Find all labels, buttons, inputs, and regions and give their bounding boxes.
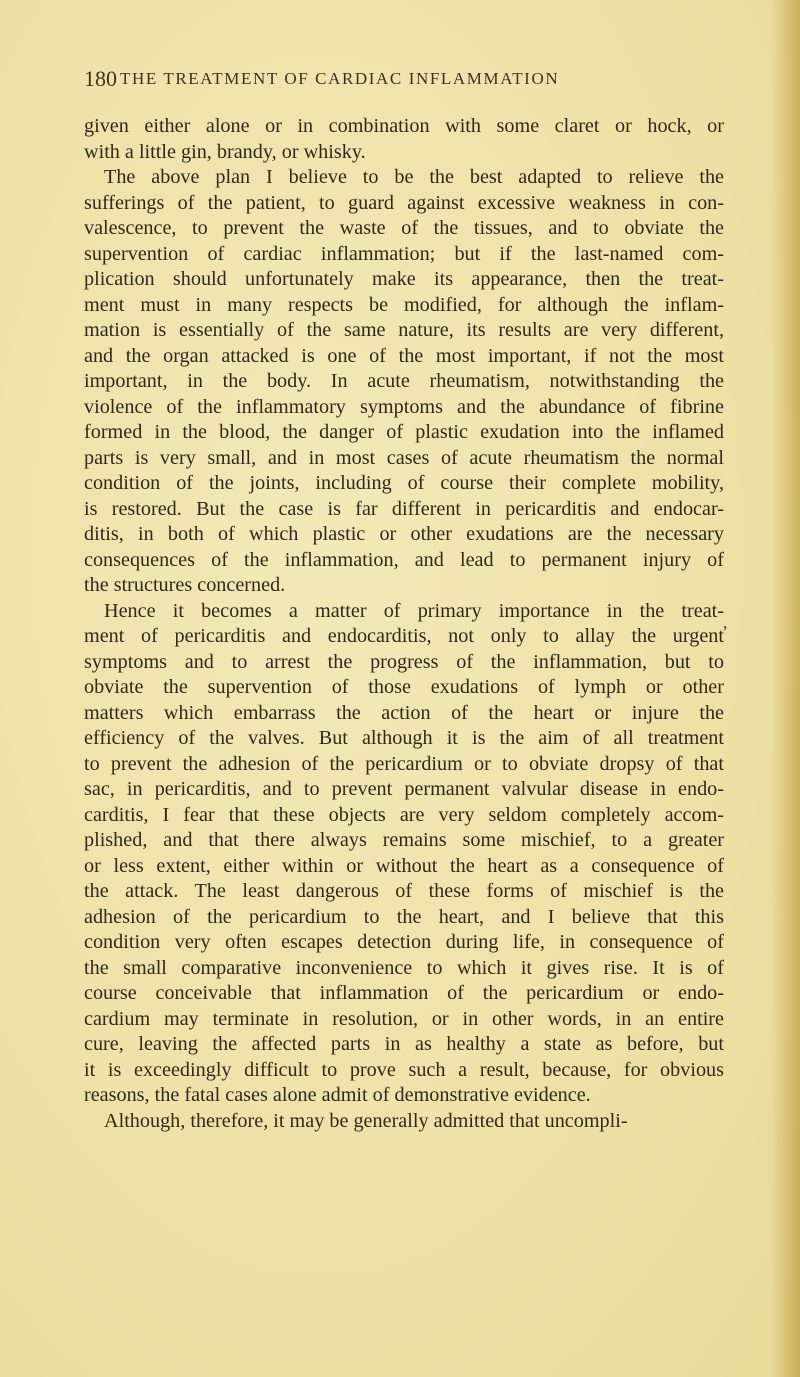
text-line: it is exceedingly difficult to prove such a result, because, for obvious [84,1058,724,1081]
text-line: The above plan I believe to be the best adapted to relieve the [104,166,724,188]
text-line: Hence it becomes a matter of primary importance in the treat- [104,599,724,622]
text-line: to prevent the adhesion of the pericardium or to obviate dropsy of that [84,752,724,775]
text-line: the attack. The least dangerous of these forms of mischief is the [84,880,724,902]
running-head-title: THE TREATMENT OF CARDIAC INFLAMMATION [120,69,560,88]
text-line: ditis, in both of which plastic or other exudations are the necessary [84,523,724,545]
text-line: important, in the body. In acute rheumatism, notwithstanding the [84,370,724,392]
text-line: given either alone or in combination with some claret or hock, or [84,115,724,137]
text-line: matters which embarrass the action of the heart or injure the [84,701,724,724]
text-line: formed in the blood, the danger of plastic exudation into the inflamed [84,421,724,443]
text-line: is restored. But the case is far different in pericarditis and endocar- [84,497,724,520]
text-line: valescence, to prevent the waste of the tissues, and to obviate the [84,217,724,239]
text-line: cardium may terminate in resolution, or in other words, in an entire [84,1007,724,1030]
text-line: sufferings of the patient, to guard against excessive weakness in con- [84,191,724,214]
text-line: cure, leaving the affected parts in as healthy a state as before, but [84,1033,724,1055]
text-line: the structures concerned. [84,574,286,596]
text-line: condition of the joints, including of course their complete mobility, [84,472,724,494]
text-line: adhesion of the pericardium to the heart, and I believe that this [84,905,724,928]
text-line: efficiency of the valves. But although it is the aim of all treatment [84,727,724,749]
text-line: violence of the inflammatory symptoms and the abundance of fibrine [84,395,724,418]
text-line: plished, and that there always remains some mischief, to a greater [84,829,724,851]
text-line: consequences of the inflammation, and lead to permanent injury of [84,548,724,571]
text-line: with a little gin, brandy, or whisky. [84,140,366,163]
text-line: obviate the supervention of those exudations of lymph or other [84,676,724,698]
body-text [84,114,724,1134]
text-line: ment of pericarditis and endocarditis, not only to allay the urgent [84,625,724,647]
margin-speck: ’ [722,622,728,642]
text-line: plication should unfortunately make its appearance, then the treat- [84,268,724,290]
text-line: supervention of cardiac inflammation; but if the last-named com- [84,242,724,265]
text-line: course conceivable that inflammation of the pericardium or endo- [84,982,724,1004]
text-line: symptoms and to arrest the progress of the inflammation, but to [84,650,724,673]
page-number: 180 [84,66,117,91]
running-head [84,66,724,96]
text-line: parts is very small, and in most cases of acute rheumatism the normal [84,446,724,469]
text-line: condition very often escapes detection during life, in consequence of [84,931,724,953]
text-line: reasons, the fatal cases alone admit of demonstrative evidence. [84,1084,591,1106]
text-line: the small comparative inconvenience to which it gives rise. It is of [84,956,724,979]
text-line: ment must in many respects be modified, for although the inflam- [84,293,724,316]
text-line: or less extent, either within or without the heart as a consequence of [84,854,724,877]
text-line: and the organ attacked is one of the most important, if not the most [84,344,724,367]
text-line: Although, therefore, it may be generally admitted that uncompli- [104,1109,628,1132]
text-line: carditis, I fear that these objects are very seldom completely accom- [84,803,724,826]
text-line: mation is essentially of the same nature, its results are very different, [84,319,724,341]
text-line: sac, in pericarditis, and to prevent permanent valvular disease in endo- [84,778,724,800]
